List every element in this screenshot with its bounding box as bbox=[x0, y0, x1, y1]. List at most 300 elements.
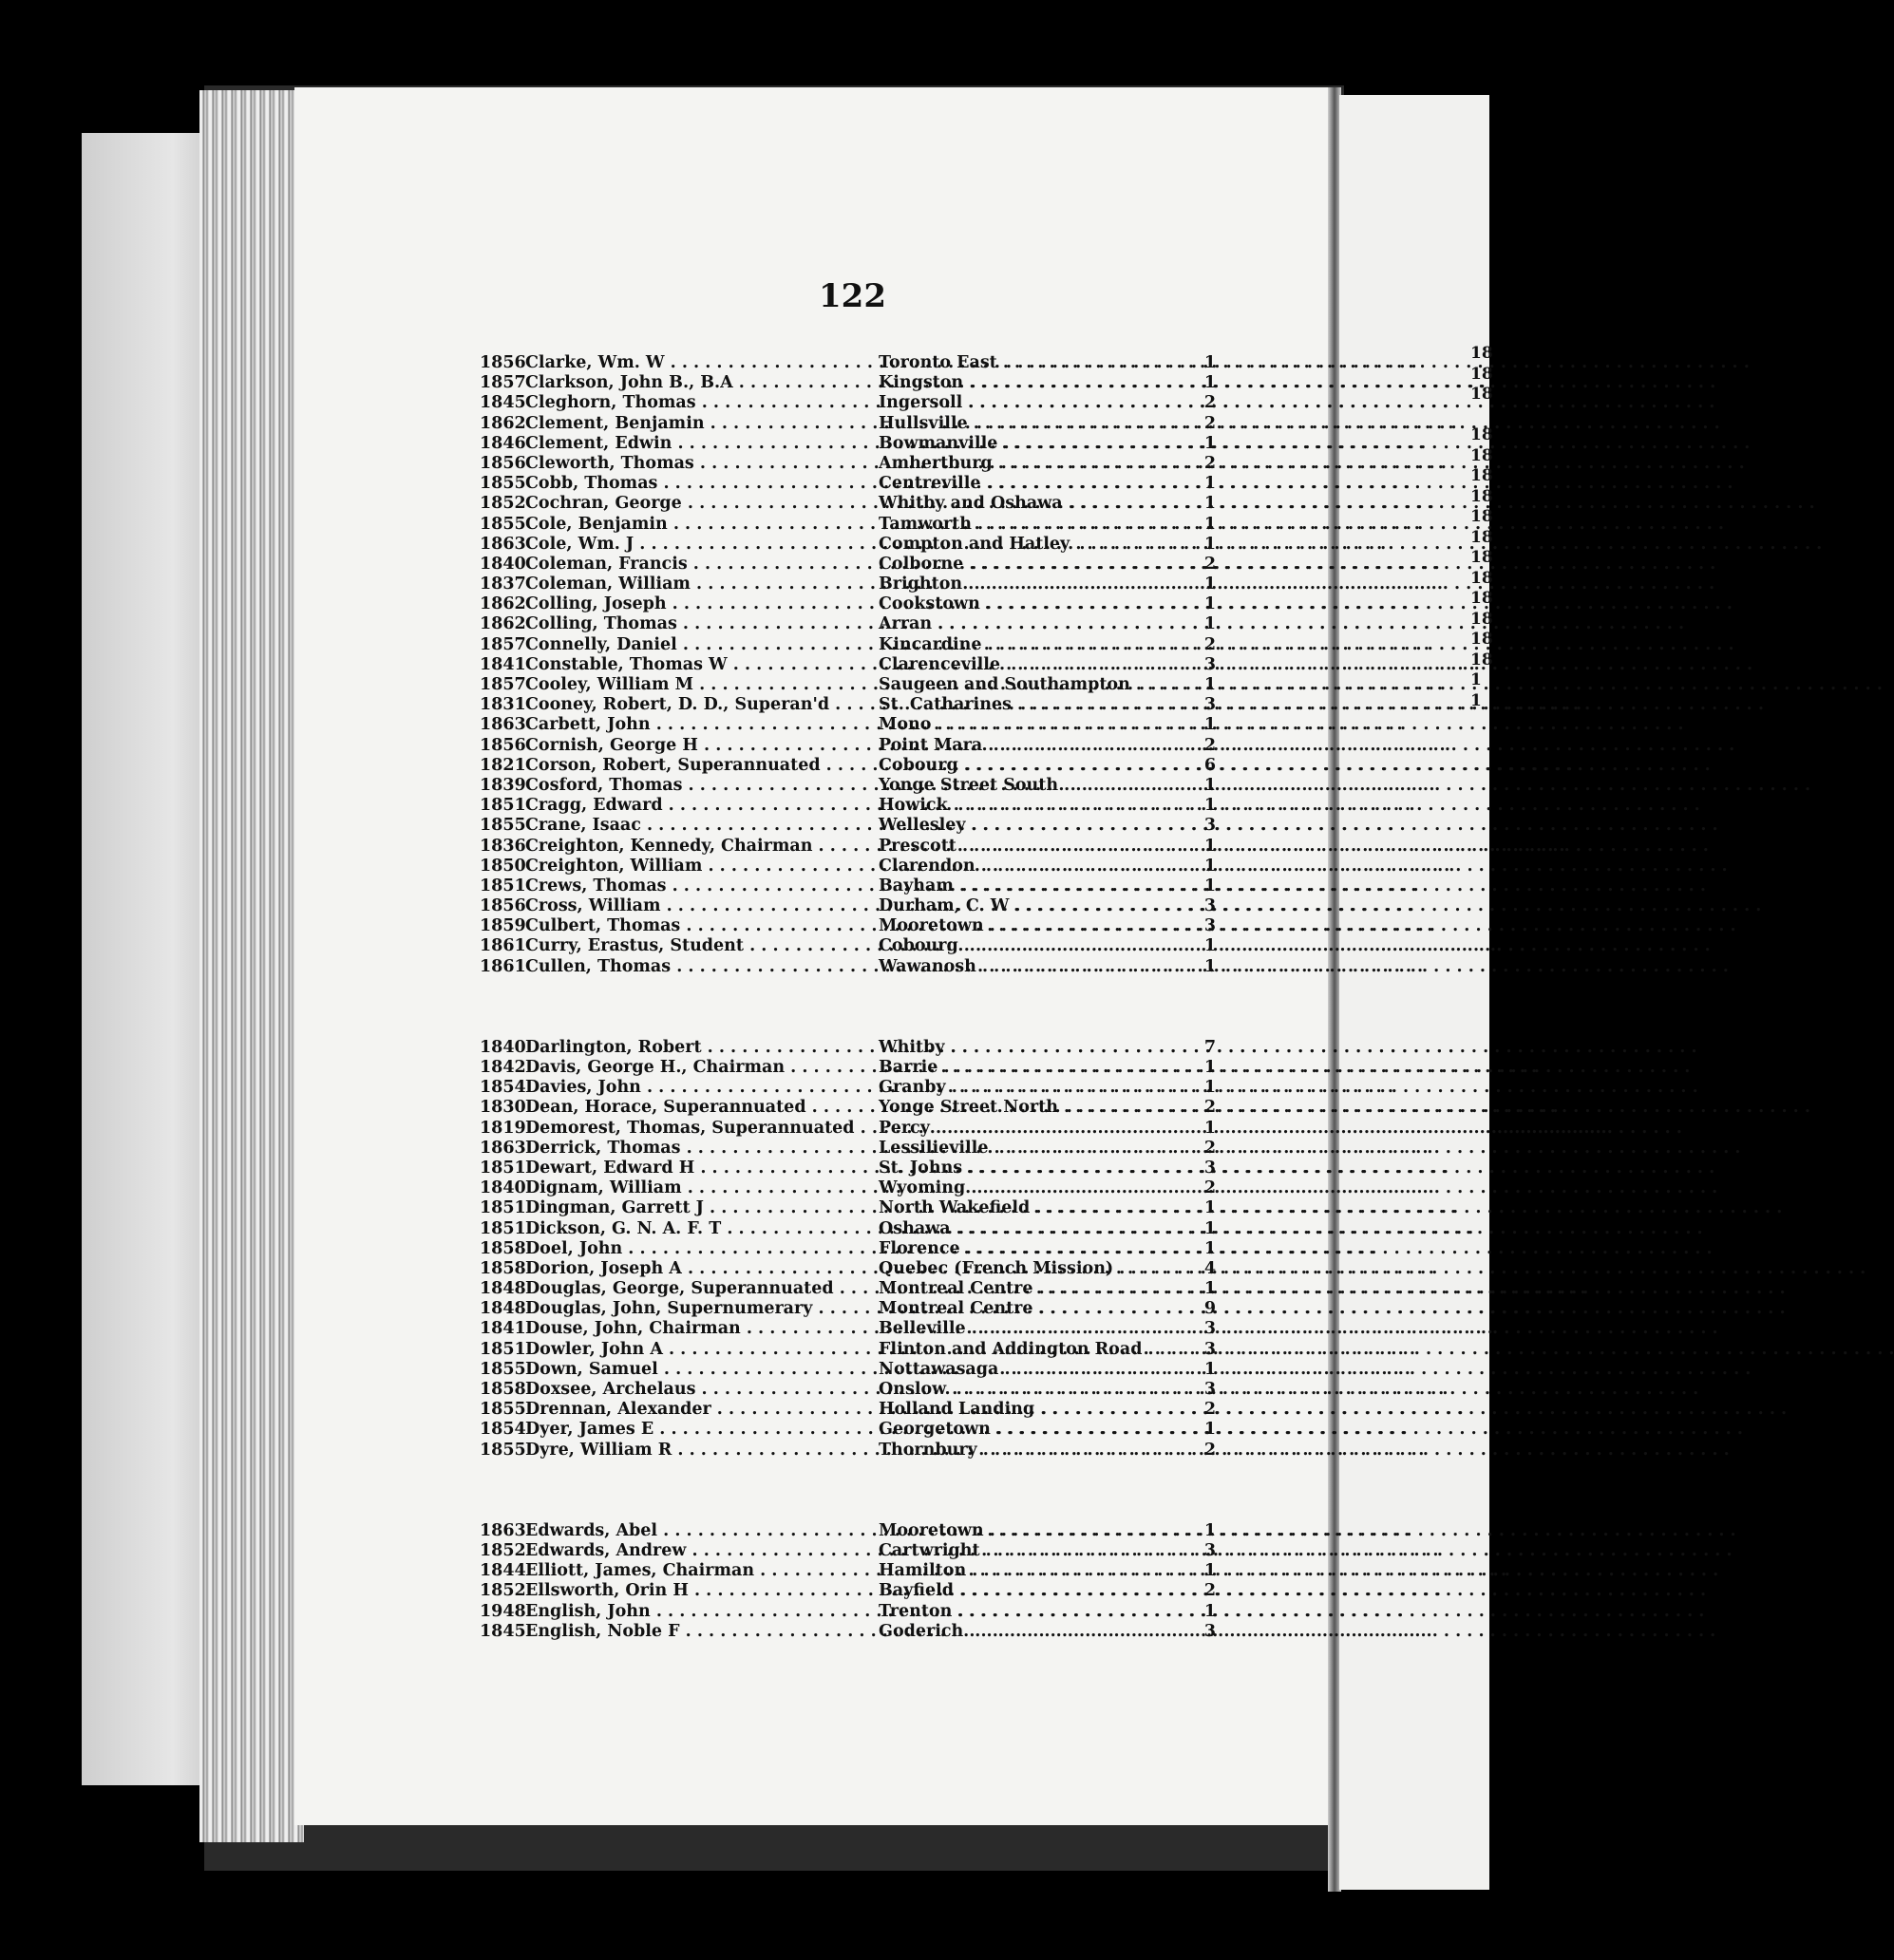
entry-year: 1848 bbox=[480, 1279, 526, 1299]
entry-station: Granby . . . bbox=[879, 1078, 1187, 1098]
entry-year: 1830 bbox=[480, 1098, 526, 1118]
entry-years: 2 bbox=[1203, 1440, 1216, 1460]
entry-name: Doxsee, Archelaus . . . bbox=[525, 1380, 879, 1400]
entry-name: Elliott, James, Chairman . . . bbox=[525, 1561, 879, 1581]
entry-station: Flinton and Addington Road . . . bbox=[879, 1340, 1187, 1360]
entry-year: 1863 bbox=[480, 715, 526, 735]
entry-name: Culbert, Thomas . . . bbox=[525, 916, 879, 936]
entry-station: Arran . . . bbox=[879, 614, 1187, 634]
entry-year: 1852 bbox=[480, 494, 526, 514]
entry-name: Douglas, John, Supernumerary . . . bbox=[525, 1299, 879, 1319]
entry-name: English, Noble F . . . bbox=[525, 1622, 879, 1642]
entry-year: 1855 bbox=[480, 1400, 526, 1420]
entry-year: 1855 bbox=[480, 816, 526, 836]
entry-name: Edwards, Andrew . . . bbox=[525, 1541, 879, 1561]
entry-station: Cobourg . . . bbox=[879, 756, 1187, 776]
entry-name: Cosford, Thomas . . . bbox=[525, 776, 879, 796]
entry-years: 1 bbox=[1203, 594, 1216, 614]
entry-station: Tamworth . . . bbox=[879, 515, 1187, 535]
entry-station: Prescott . . . bbox=[879, 837, 1187, 857]
entry-station: Kingston . . . bbox=[879, 373, 1187, 393]
entry-years: 1 bbox=[1203, 373, 1216, 393]
entry-year: 1841 bbox=[480, 654, 526, 674]
list-item bbox=[480, 776, 1221, 796]
entry-years: 1 bbox=[1203, 1218, 1216, 1238]
entry-name: Derrick, Thomas . . . bbox=[525, 1139, 879, 1159]
entry-station: Percy . . . bbox=[879, 1119, 1187, 1139]
entry-years: 3 bbox=[1203, 916, 1216, 936]
entry-name: Clarkson, John B., B.A . . . bbox=[525, 373, 879, 393]
entry-years: 1 bbox=[1203, 1118, 1216, 1138]
entry-years: 1 bbox=[1203, 775, 1216, 795]
entry-station: Oshawa . . . bbox=[879, 1219, 1187, 1239]
entry-station: Clarenceville . . . bbox=[879, 655, 1187, 675]
entry-name: Davies, John . . . bbox=[525, 1078, 879, 1098]
entry-years: 1 bbox=[1203, 856, 1216, 876]
list-item bbox=[480, 494, 1221, 514]
entry-station: Cookstown . . . bbox=[879, 594, 1187, 614]
entry-station: Wyoming . . . bbox=[879, 1178, 1187, 1198]
list-item bbox=[480, 695, 1221, 715]
entry-name: Dyer, James E . . . bbox=[525, 1420, 879, 1440]
entry-year: 1845 bbox=[480, 1621, 526, 1641]
right-page-year-fragment: 18 bbox=[1470, 507, 1493, 526]
list-item bbox=[480, 1420, 1221, 1440]
entry-name: Creighton, Kennedy, Chairman . . . bbox=[525, 837, 879, 857]
entry-station: Barrie . . . bbox=[879, 1058, 1187, 1078]
list-item bbox=[480, 1058, 1221, 1078]
entry-station: Thornbury . . . bbox=[879, 1441, 1187, 1461]
entry-year: 1851 bbox=[480, 1339, 526, 1359]
entry-name: Demorest, Thomas, Superannuated . . . bbox=[525, 1119, 879, 1139]
list-item bbox=[480, 1139, 1221, 1159]
entry-station: Belleville . . . bbox=[879, 1319, 1187, 1339]
entry-year: 1848 bbox=[480, 1299, 526, 1319]
entry-year: 1851 bbox=[480, 876, 526, 895]
entry-year: 1840 bbox=[480, 554, 526, 574]
entry-years: 1 bbox=[1203, 1420, 1216, 1440]
entry-station: Howick . . . bbox=[879, 796, 1187, 816]
entry-year: 1854 bbox=[480, 1420, 526, 1440]
entry-year: 1863 bbox=[480, 1138, 526, 1158]
entry-name: Dickson, G. N. A. F. T . . . bbox=[525, 1219, 879, 1239]
entry-station: Montreal Centre . . . bbox=[879, 1279, 1187, 1299]
entry-years: 3 bbox=[1203, 1319, 1216, 1339]
right-page-year-fragment: 18 bbox=[1470, 385, 1493, 404]
entry-station: North Wakefield . . . bbox=[879, 1198, 1187, 1218]
entry-years: 4 bbox=[1203, 1258, 1216, 1278]
entry-station: Nottawasaga . . . bbox=[879, 1360, 1187, 1380]
entry-years: 1 bbox=[1203, 956, 1216, 976]
entry-year: 1861 bbox=[480, 956, 526, 976]
entry-station: Mono . . . bbox=[879, 715, 1187, 735]
entry-years: 3 bbox=[1203, 695, 1216, 715]
list-item bbox=[480, 1159, 1221, 1178]
entry-name: Cochran, George . . . bbox=[525, 494, 879, 514]
entry-years: 3 bbox=[1203, 1339, 1216, 1359]
page-stack-edges bbox=[199, 90, 304, 1842]
entry-year: 1856 bbox=[480, 353, 526, 372]
entry-station: Cartwright . . . bbox=[879, 1541, 1187, 1561]
entry-name: Darlington, Robert . . . bbox=[525, 1038, 879, 1058]
list-item bbox=[480, 594, 1221, 614]
entry-station: Yonge Street South . . . bbox=[879, 776, 1187, 796]
entry-year: 1858 bbox=[480, 1258, 526, 1278]
entry-years: 1 bbox=[1203, 494, 1216, 514]
entry-years: 3 bbox=[1203, 1540, 1216, 1560]
entry-station: Cobourg . . . bbox=[879, 936, 1187, 956]
list-item bbox=[480, 1340, 1221, 1360]
list-item bbox=[480, 1441, 1221, 1461]
entry-year: 1836 bbox=[480, 836, 526, 856]
entry-year: 1852 bbox=[480, 1581, 526, 1601]
entry-year: 1840 bbox=[480, 1178, 526, 1198]
entry-station: Toronto East . . . bbox=[879, 353, 1187, 373]
right-page-year-fragment: 18 bbox=[1470, 650, 1493, 669]
entry-years: 1 bbox=[1203, 534, 1216, 554]
entry-years: 2 bbox=[1203, 554, 1216, 574]
entry-year: 1819 bbox=[480, 1118, 526, 1138]
list-item bbox=[480, 896, 1221, 916]
entry-year: 1831 bbox=[480, 695, 526, 715]
entry-years: 1 bbox=[1203, 1601, 1216, 1621]
list-item bbox=[480, 1119, 1221, 1139]
entry-station: Compton and Hatley . . . bbox=[879, 535, 1187, 555]
list-item bbox=[480, 1078, 1221, 1098]
entry-name: Cooney, Robert, D. D., Superan'd . . . bbox=[525, 695, 879, 715]
right-page-year-fragment: 18 bbox=[1470, 425, 1493, 444]
right-page-year-fragment: 18 bbox=[1470, 344, 1493, 363]
entry-name: Cobb, Thomas . . . bbox=[525, 474, 879, 494]
list-item bbox=[480, 614, 1221, 634]
page-number: 122 bbox=[819, 277, 886, 315]
entry-name: Cross, William . . . bbox=[525, 896, 879, 916]
entry-year: 1856 bbox=[480, 735, 526, 755]
entry-name: Dean, Horace, Superannuated . . . bbox=[525, 1098, 879, 1118]
entry-station: Clarendon . . . bbox=[879, 857, 1187, 876]
entry-year: 1855 bbox=[480, 474, 526, 494]
entry-years: 2 bbox=[1203, 413, 1216, 433]
entry-name: Cole, Benjamin . . . bbox=[525, 515, 879, 535]
entry-years: 1 bbox=[1203, 1520, 1216, 1540]
entry-station: Saugeen and Southampton . . . bbox=[879, 675, 1187, 695]
entry-station: Bayham . . . bbox=[879, 876, 1187, 896]
entry-name: Drennan, Alexander . . . bbox=[525, 1400, 879, 1420]
right-page-year-fragment: 18 bbox=[1470, 589, 1493, 608]
entry-years: 1 bbox=[1203, 1058, 1216, 1077]
entry-name: Edwards, Abel . . . bbox=[525, 1521, 879, 1541]
entry-name: Douglas, George, Superannuated . . . bbox=[525, 1279, 879, 1299]
entry-years: 1 bbox=[1203, 353, 1216, 372]
entry-year: 1856 bbox=[480, 896, 526, 916]
list-item bbox=[480, 1541, 1221, 1561]
entry-station: Wellesley . . . bbox=[879, 816, 1187, 836]
list-item bbox=[480, 837, 1221, 857]
list-item bbox=[480, 1400, 1221, 1420]
list-item bbox=[480, 1602, 1221, 1622]
entry-name: Dewart, Edward H . . . bbox=[525, 1159, 879, 1178]
entry-year: 1854 bbox=[480, 1078, 526, 1098]
entry-year: 1850 bbox=[480, 856, 526, 876]
entry-year: 1845 bbox=[480, 393, 526, 413]
entry-station: Florence . . . bbox=[879, 1239, 1187, 1259]
entry-year: 1857 bbox=[480, 634, 526, 654]
list-item bbox=[480, 1219, 1221, 1239]
list-item bbox=[480, 796, 1221, 816]
entry-year: 1857 bbox=[480, 373, 526, 393]
list-item bbox=[480, 1622, 1221, 1642]
entry-name: Dorion, Joseph A . . . bbox=[525, 1259, 879, 1279]
list-item bbox=[480, 675, 1221, 695]
entry-years: 9 bbox=[1203, 1299, 1216, 1319]
entry-years: 2 bbox=[1203, 1178, 1216, 1198]
entry-name: Coleman, Francis . . . bbox=[525, 555, 879, 575]
entry-station: St. Catharines . . . bbox=[879, 695, 1187, 715]
entry-name: Coleman, William . . . bbox=[525, 575, 879, 594]
entry-years: 1 bbox=[1203, 796, 1216, 816]
entry-name: Cleghorn, Thomas . . . bbox=[525, 393, 879, 413]
entry-year: 1846 bbox=[480, 433, 526, 453]
entry-station: Brighton . . . bbox=[879, 575, 1187, 594]
entry-station: Whitby and Oshawa . . . bbox=[879, 494, 1187, 514]
entry-years: 1 bbox=[1203, 1359, 1216, 1379]
right-page-year-fragment: 18 bbox=[1470, 466, 1493, 485]
entry-name: Douse, John, Chairman . . . bbox=[525, 1319, 879, 1339]
entry-name: English, John . . . bbox=[525, 1602, 879, 1622]
entry-station: Quebec (French Mission) . . . bbox=[879, 1259, 1187, 1279]
entry-station: Amhertburg . . . bbox=[879, 454, 1187, 474]
entry-years: 2 bbox=[1203, 634, 1216, 654]
list-item bbox=[480, 655, 1221, 675]
list-item bbox=[480, 1360, 1221, 1380]
entry-year: 1858 bbox=[480, 1380, 526, 1399]
right-page-year-fragment: 1 bbox=[1470, 690, 1482, 710]
entry-station: Wawanosh . . . bbox=[879, 957, 1187, 977]
entry-name: Dowler, John A . . . bbox=[525, 1340, 879, 1360]
right-page-year-fragment: 18 bbox=[1470, 548, 1493, 567]
list-item bbox=[480, 555, 1221, 575]
entry-year: 1844 bbox=[480, 1561, 526, 1581]
entry-years: 2 bbox=[1203, 393, 1216, 413]
entry-years: 2 bbox=[1203, 1138, 1216, 1158]
entry-years: 1 bbox=[1203, 1078, 1216, 1098]
entry-name: Crane, Isaac . . . bbox=[525, 816, 879, 836]
entry-name: Dyre, William R . . . bbox=[525, 1441, 879, 1461]
entry-name: Cragg, Edward . . . bbox=[525, 796, 879, 816]
entry-name: Cleworth, Thomas . . . bbox=[525, 454, 879, 474]
entry-name: Down, Samuel . . . bbox=[525, 1360, 879, 1380]
list-item bbox=[480, 454, 1221, 474]
list-item bbox=[480, 635, 1221, 655]
entry-year: 1851 bbox=[480, 1218, 526, 1238]
entry-year: 1855 bbox=[480, 514, 526, 534]
list-item bbox=[480, 816, 1221, 836]
entry-year: 1855 bbox=[480, 1359, 526, 1379]
list-item bbox=[480, 515, 1221, 535]
entry-years: 1 bbox=[1203, 1238, 1216, 1258]
entry-name: Colling, Joseph . . . bbox=[525, 594, 879, 614]
entry-years: 1 bbox=[1203, 1561, 1216, 1581]
entry-station: Mooretown . . . bbox=[879, 916, 1187, 936]
entry-station: Trenton . . . bbox=[879, 1602, 1187, 1622]
entry-station: Mooretown . . . bbox=[879, 1521, 1187, 1541]
entry-years: 1 bbox=[1203, 836, 1216, 856]
entry-year: 1862 bbox=[480, 614, 526, 634]
entry-years: 1 bbox=[1203, 514, 1216, 534]
entry-name: Connelly, Daniel . . . bbox=[525, 635, 879, 655]
entry-station: Bayfield . . . bbox=[879, 1581, 1187, 1601]
list-item bbox=[480, 1239, 1221, 1259]
entry-year: 1856 bbox=[480, 453, 526, 473]
right-page-year-fragment: 1 bbox=[1470, 670, 1482, 689]
list-item bbox=[480, 916, 1221, 936]
entry-station: Kincardine . . . bbox=[879, 635, 1187, 655]
entry-years: 7 bbox=[1203, 1037, 1216, 1057]
entry-years: 1 bbox=[1203, 876, 1216, 895]
entry-year: 1851 bbox=[480, 1158, 526, 1178]
entry-years: 1 bbox=[1203, 474, 1216, 494]
entry-year: 1855 bbox=[480, 1440, 526, 1460]
entry-years: 2 bbox=[1203, 1400, 1216, 1420]
entry-years: 2 bbox=[1203, 1098, 1216, 1118]
right-page-fragments bbox=[1470, 344, 1493, 711]
entry-years: 6 bbox=[1203, 755, 1216, 775]
entry-years: 1 bbox=[1203, 936, 1216, 956]
entry-name: Carbett, John . . . bbox=[525, 715, 879, 735]
list-item bbox=[480, 1038, 1221, 1058]
entry-year: 1842 bbox=[480, 1058, 526, 1077]
entry-year: 1948 bbox=[480, 1601, 526, 1621]
right-page-year-fragment: 18 bbox=[1470, 486, 1493, 506]
entry-year: 1840 bbox=[480, 1037, 526, 1057]
entry-name: Cornish, George H . . . bbox=[525, 736, 879, 756]
right-page-year-fragment: 18 bbox=[1470, 568, 1493, 588]
right-page-year-fragment: 18 bbox=[1470, 609, 1493, 629]
section-gap bbox=[480, 1461, 1221, 1521]
entry-year: 1852 bbox=[480, 1540, 526, 1560]
entry-year: 1857 bbox=[480, 675, 526, 694]
list-item bbox=[480, 857, 1221, 876]
entry-year: 1861 bbox=[480, 936, 526, 956]
entry-name: Doel, John . . . bbox=[525, 1239, 879, 1259]
entry-years: 3 bbox=[1203, 1380, 1216, 1399]
list-item bbox=[480, 1380, 1221, 1400]
list-item bbox=[480, 1198, 1221, 1218]
entry-years: 1 bbox=[1203, 1279, 1216, 1299]
entry-years: 3 bbox=[1203, 896, 1216, 916]
entry-year: 1839 bbox=[480, 775, 526, 795]
list-item bbox=[480, 1279, 1221, 1299]
entry-years: 3 bbox=[1203, 1621, 1216, 1641]
entry-name: Davis, George H., Chairman . . . bbox=[525, 1058, 879, 1078]
entry-name: Dignam, William . . . bbox=[525, 1178, 879, 1198]
entry-years: 2 bbox=[1203, 453, 1216, 473]
entry-years: 1 bbox=[1203, 433, 1216, 453]
entry-station: Onslow . . . bbox=[879, 1380, 1187, 1400]
list-item bbox=[480, 353, 1221, 373]
entry-year: 1851 bbox=[480, 796, 526, 816]
list-item bbox=[480, 715, 1221, 735]
list-item bbox=[480, 876, 1221, 896]
entry-name: Constable, Thomas W . . . bbox=[525, 655, 879, 675]
entry-station: Lessilieville . . . bbox=[879, 1139, 1187, 1159]
entry-years: 1 bbox=[1203, 675, 1216, 694]
entry-years: 1 bbox=[1203, 1198, 1216, 1218]
entry-years: 2 bbox=[1203, 1581, 1216, 1601]
entry-station: Bowmanville . . . bbox=[879, 434, 1187, 454]
minister-list bbox=[480, 353, 1221, 1642]
right-page-year-fragment: 18 bbox=[1470, 364, 1493, 384]
list-item bbox=[480, 957, 1221, 977]
entry-station: Goderich . . . bbox=[879, 1622, 1187, 1642]
entry-years: 2 bbox=[1203, 735, 1216, 755]
entry-station: Georgetown . . . bbox=[879, 1420, 1187, 1440]
entry-station: Colborne . . . bbox=[879, 555, 1187, 575]
list-item bbox=[480, 535, 1221, 555]
entry-name: Dingman, Garrett J . . . bbox=[525, 1198, 879, 1218]
entry-year: 1858 bbox=[480, 1238, 526, 1258]
entry-name: Corson, Robert, Superannuated . . . bbox=[525, 756, 879, 776]
entry-name: Curry, Erastus, Student . . . bbox=[525, 936, 879, 956]
list-item bbox=[480, 393, 1221, 413]
list-item bbox=[480, 1581, 1221, 1601]
entry-station: Whitby . . . bbox=[879, 1038, 1187, 1058]
entry-station: Yonge Street North . . . bbox=[879, 1098, 1187, 1118]
list-item bbox=[480, 736, 1221, 756]
entry-station: Ingersoll . . . bbox=[879, 393, 1187, 413]
entry-years: 1 bbox=[1203, 614, 1216, 634]
right-page-year-fragment: 18 bbox=[1470, 445, 1493, 465]
list-item bbox=[480, 1561, 1221, 1581]
entry-year: 1863 bbox=[480, 534, 526, 554]
list-item bbox=[480, 1178, 1221, 1198]
entry-station: Durham, C. W . . . bbox=[879, 896, 1187, 916]
entry-year: 1859 bbox=[480, 916, 526, 936]
list-item bbox=[480, 1299, 1221, 1319]
entry-name: Ellsworth, Orin H . . . bbox=[525, 1581, 879, 1601]
entry-years: 3 bbox=[1203, 816, 1216, 836]
entry-years: 3 bbox=[1203, 654, 1216, 674]
entry-station: Centreville . . . bbox=[879, 474, 1187, 494]
entry-year: 1837 bbox=[480, 575, 526, 594]
list-item bbox=[480, 1319, 1221, 1339]
entry-name: Clement, Edwin . . . bbox=[525, 434, 879, 454]
entry-station: Holland Landing . . . bbox=[879, 1400, 1187, 1420]
entry-station: Point Mara . . . bbox=[879, 736, 1187, 756]
entry-name: Cullen, Thomas . . . bbox=[525, 957, 879, 977]
entry-name: Cooley, William M . . . bbox=[525, 675, 879, 695]
entry-station: Montreal Centre . . . bbox=[879, 1299, 1187, 1319]
list-item bbox=[480, 756, 1221, 776]
entry-year: 1821 bbox=[480, 755, 526, 775]
list-item bbox=[480, 936, 1221, 956]
entry-name: Clarke, Wm. W . . . bbox=[525, 353, 879, 373]
entry-name: Creighton, William . . . bbox=[525, 857, 879, 876]
entry-year: 1862 bbox=[480, 594, 526, 614]
right-page-year-fragment: 18 bbox=[1470, 527, 1493, 547]
list-item bbox=[480, 414, 1221, 434]
section-gap bbox=[480, 977, 1221, 1038]
entry-station: St. Johns . . . bbox=[879, 1159, 1187, 1178]
list-item bbox=[480, 373, 1221, 393]
entry-year: 1863 bbox=[480, 1520, 526, 1540]
entry-name: Colling, Thomas . . . bbox=[525, 614, 879, 634]
list-item bbox=[480, 1098, 1221, 1118]
list-item bbox=[480, 575, 1221, 594]
entry-years: 1 bbox=[1203, 575, 1216, 594]
right-page-year-fragment: 18 bbox=[1470, 630, 1493, 649]
list-item bbox=[480, 1259, 1221, 1279]
